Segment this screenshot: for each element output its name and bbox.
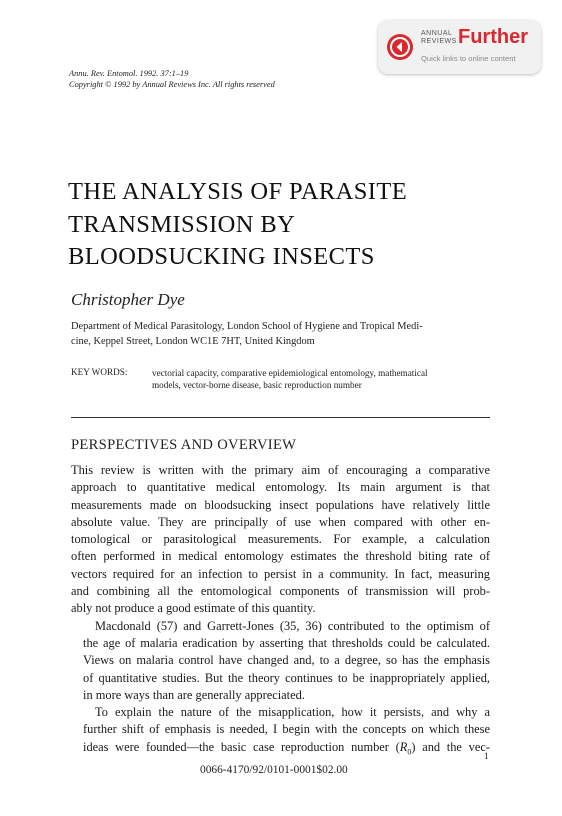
banner-further-label: Further — [458, 26, 528, 48]
body-line: approach to quantitative medical entomology. Its main argument is that — [71, 480, 490, 495]
banner-reviews-text: REVIEWS — [421, 38, 457, 45]
body-line: ably not produce a good estimate of this quantity. — [71, 601, 316, 616]
body-line: absolute value. They are principally of use when compared with other en- — [71, 514, 490, 529]
body-text — [71, 462, 490, 761]
title-line-1: THE ANALYSIS OF PARASITE — [68, 178, 408, 205]
body-line: This review is written with the primary aim of encouraging a comparative — [71, 463, 490, 477]
citation-block — [69, 69, 275, 90]
author-affiliation — [71, 320, 491, 349]
body-line-text: ideas were founded—the basic case reproduction number ( — [83, 739, 400, 754]
body-line: and combining all the entomological components of transmission will prob- — [71, 584, 490, 599]
title-line-2: TRANSMISSION BY — [68, 210, 296, 238]
banner-annual-text: ANNUAL — [421, 30, 453, 37]
author-name: Christopher Dye — [71, 290, 185, 309]
body-line: the age of malaria eradication by asserting that thresholds could be calculated. — [83, 635, 490, 650]
body-line-text: ) and the vec- — [411, 739, 490, 754]
annual-reviews-further-banner[interactable] — [378, 20, 541, 74]
keywords-line-2: models, vector-borne disease, basic reproduction number — [152, 380, 362, 390]
paragraph-2 — [71, 618, 490, 704]
body-line: vectors required for an infection to persist in a community. In fact, measuring — [71, 566, 490, 581]
paragraph-1 — [71, 462, 490, 618]
horizontal-divider — [71, 417, 490, 418]
citation-copyright: Copyright © 1992 by Annual Reviews Inc. All rights reserved — [69, 79, 275, 89]
body-line: measurements made on bloodsucking insect populations have relatively little — [71, 497, 490, 512]
body-line: Macdonald (57) and Garrett-Jones (35, 36) contributed to the optimism of — [95, 618, 490, 633]
body-line-with-symbol — [71, 739, 490, 761]
section-heading: PERSPECTIVES AND OVERVIEW — [71, 437, 297, 453]
symbol-subscript: 0 — [407, 747, 412, 757]
banner-annual-reviews-label — [421, 30, 457, 46]
title-line-3: BLOODSUCKING INSECTS — [68, 243, 375, 270]
affiliation-line-1: Department of Medical Parasitology, London School of Hygiene and Tropical Medi- — [71, 321, 423, 332]
footer-code: 0066-4170/92/0101-0001$02.00 — [200, 764, 348, 776]
affiliation-line-2: cine, Keppel Street, London WC1E 7HT, United Kingdom — [71, 335, 315, 347]
page-number: 1 — [484, 752, 489, 762]
keywords-list — [152, 367, 492, 391]
article-title — [68, 176, 407, 274]
keywords-label: KEY WORDS: — [71, 367, 128, 377]
symbol-r: R — [399, 739, 408, 754]
banner-tagline: Quick links to online content — [421, 54, 516, 63]
body-line: tomological or parasitological measurements. For example, a calculation — [71, 532, 490, 547]
body-line: To explain the nature of the misapplication, how it persists, and why a — [95, 705, 490, 720]
play-arrow-icon — [387, 34, 413, 60]
keywords-line-1: vectorial capacity, comparative epidemiological entomology, mathematical — [152, 368, 428, 378]
paragraph-3 — [71, 704, 490, 760]
body-line: further shift of emphasis is needed, I begin with the concepts on which these — [83, 722, 490, 737]
citation-journal: Annu. Rev. Entomol. 1992. 37:1–19 — [69, 69, 189, 78]
body-line: of quantitative studies. But the theory continues to be inappropriately applied, — [83, 670, 490, 685]
body-line: often performed in medical entomology estimates the threshold biting rate of — [71, 549, 490, 564]
body-line: in more ways than are generally appreciated. — [83, 687, 305, 702]
body-line: Views on malaria control have changed and, to a degree, so has the emphasis — [83, 653, 490, 668]
